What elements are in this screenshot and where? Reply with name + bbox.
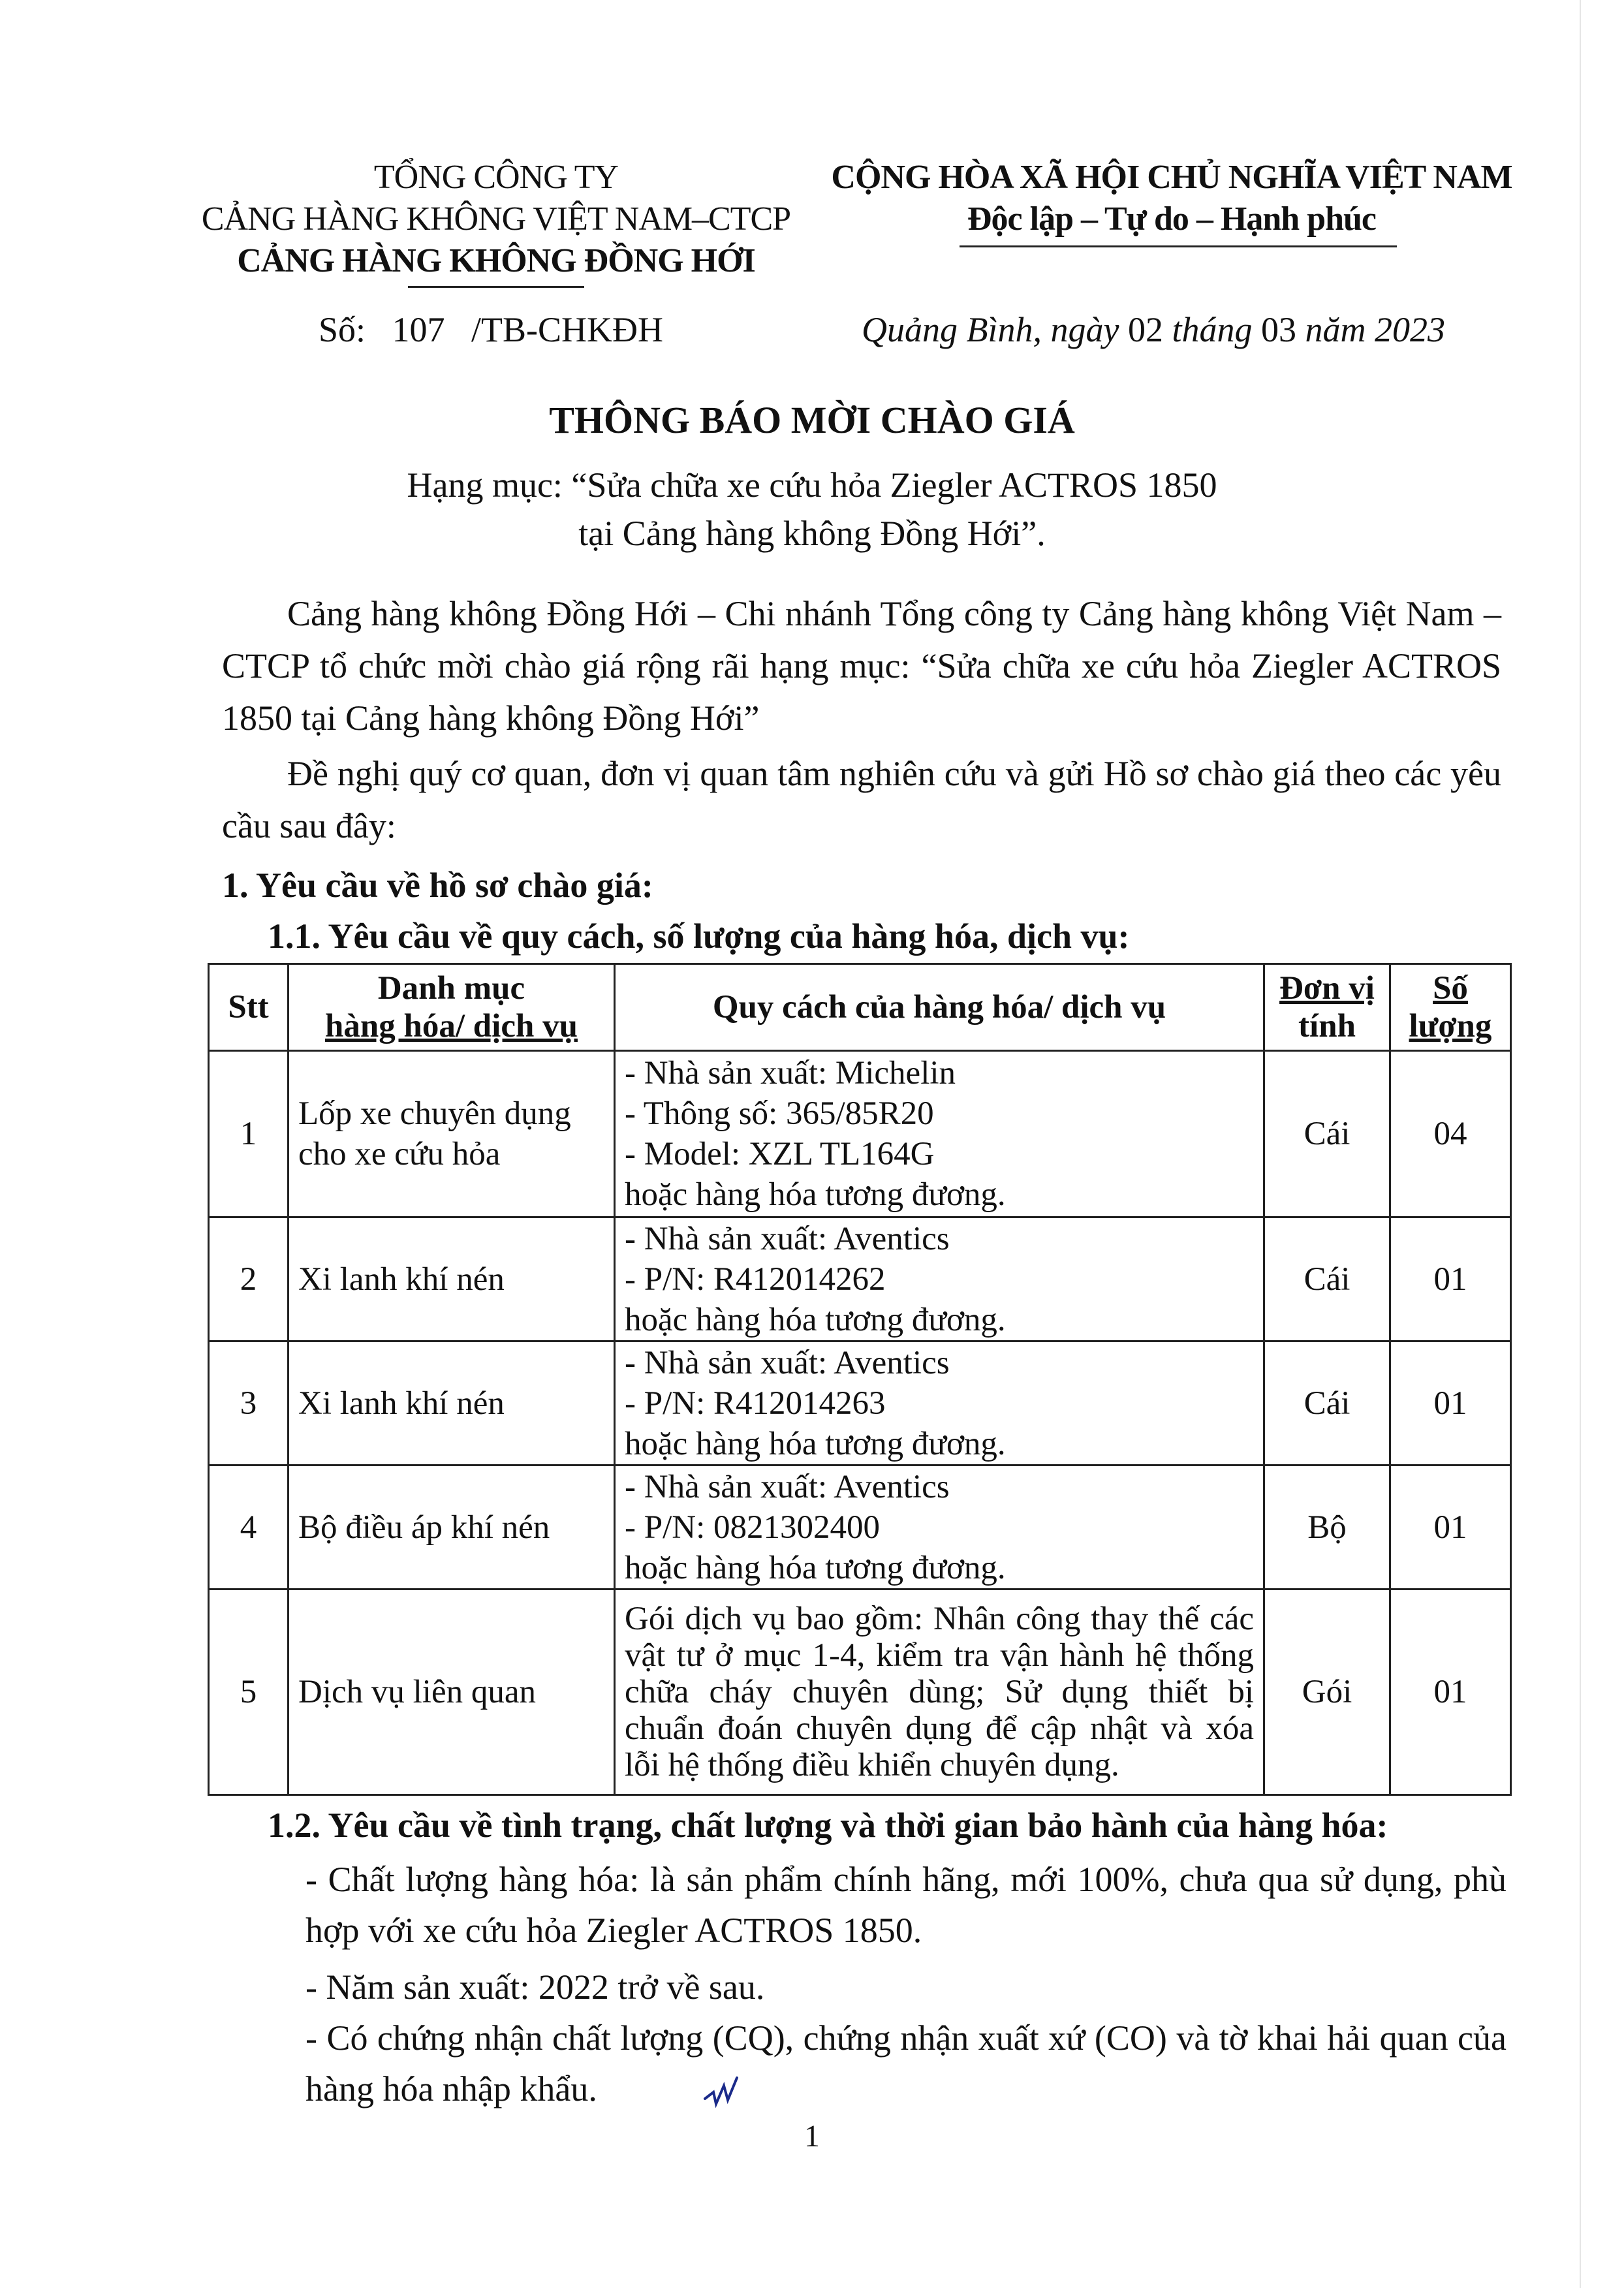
intro-paragraph: Cảng hàng không Đồng Hới – Chi nhánh Tổng công ty Cảng hàng không Việt Nam – CTCP tổ chức mời chào giá rộng rãi hạng mục: “Sửa chữa xe cứu hỏa Ziegler ACTROS 1850 tại Cảng hàng không Đồng Hới” (222, 594, 1501, 738)
table-row: 5 Dịch vụ liên quan Gói dịch vụ bao gồm: Nhân công thay thế các vật tư ở mục 1-4, kiểm tra vận hành hệ thống chữa cháy chuyên dùng; Sử dụng thiết bị chuẩn đoán chuyên dụng để cập nhật và xóa lỗi hệ thống điều khiển chuyên dụng. Gói 01 (209, 1590, 1511, 1795)
table-row: 4 Bộ điều áp khí nén - Nhà sản xuất: Aventics - P/N: 0821302400 hoặc hàng hóa tương đương. Bộ 01 (209, 1465, 1511, 1590)
section-heading-1: 1. Yêu cầu về hồ sơ chào giá: (222, 866, 653, 905)
col-spec: Quy cách của hàng hóa/ dịch vụ (615, 964, 1264, 1051)
issuer-line3: CẢNG HÀNG KHÔNG ĐỒNG HỚI (237, 242, 755, 279)
nation-block (822, 157, 1521, 240)
document-number: Số: 107 /TB-CHKĐH (319, 310, 664, 349)
table-row: 2 Xi lanh khí nén - Nhà sản xuất: Aventics - P/N: R412014262 hoặc hàng hóa tương đương. Cái 01 (209, 1217, 1511, 1341)
request-paragraph: Đề nghị quý cơ quan, đơn vị quan tâm nghiên cứu và gửi Hồ sơ chào giá theo các yêu cầu sau đây: (222, 754, 1501, 845)
table-header-row (209, 964, 1511, 1051)
issuer-underline (408, 286, 584, 288)
section-heading-1-1: 1.1. Yêu cầu về quy cách, số lượng của hàng hóa, dịch vụ: (268, 917, 1130, 956)
issuer-line2: CẢNG HÀNG KHÔNG VIỆT NAM–CTCP (201, 200, 791, 238)
cert-requirement: - Có chứng nhận chất lượng (CQ), chứng nhận xuất xứ (CO) và tờ khai hải quan của hàng hóa nhập khẩu. (305, 2018, 1507, 2108)
issuer-line1: TỔNG CÔNG TY (373, 159, 619, 196)
motto-underline (960, 245, 1397, 247)
col-item: Danh mục hàng hóa/ dịch vụ (289, 964, 615, 1051)
number-value: 107 (392, 310, 445, 349)
page-number: 1 (804, 2119, 820, 2154)
col-unit: Đơn vị tính (1264, 964, 1390, 1051)
subtitle-line2: tại Cảng hàng không Đồng Hới”. (578, 514, 1046, 553)
nation-line2: Độc lập – Tự do – Hạnh phúc (967, 200, 1376, 238)
scan-edge (1580, 0, 1581, 2288)
table-row: 3 Xi lanh khí nén - Nhà sản xuất: Aventics - P/N: R412014263 hoặc hàng hóa tương đương. Cái 01 (209, 1341, 1511, 1465)
subtitle-line1: Hạng mục: “Sửa chữa xe cứu hỏa Ziegler ACTROS 1850 (407, 465, 1217, 505)
quality-requirement: - Chất lượng hàng hóa: là sản phẩm chính hãng, mới 100%, chưa qua sử dụng, phù hợp với xe cứu hỏa Ziegler ACTROS 1850. (305, 1860, 1507, 1950)
section-heading-1-2: 1.2. Yêu cầu về tình trạng, chất lượng và thời gian bảo hành của hàng hóa: (268, 1806, 1388, 1845)
goods-table (208, 963, 1512, 1796)
page-title: THÔNG BÁO MỜI CHÀO GIÁ (549, 399, 1075, 441)
initials-signature (702, 2073, 754, 2112)
col-stt: Stt (209, 964, 289, 1051)
table-row: 1 Lốp xe chuyên dụng cho xe cứu hỏa - Nhà sản xuất: Michelin - Thông số: 365/85R20 - Model: XZL TL164G hoặc hàng hóa tương đương. Cái 04 (209, 1051, 1511, 1217)
year-requirement: - Năm sản xuất: 2022 trở về sau. (305, 1967, 765, 2007)
col-qty: Số lượng (1390, 964, 1511, 1051)
document-date: Quảng Bình, ngày 02 tháng 03 năm 2023 (862, 310, 1445, 349)
issuer-block (183, 157, 809, 282)
nation-line1: CỘNG HÒA XÃ HỘI CHỦ NGHĨA VIỆT NAM (831, 159, 1512, 196)
